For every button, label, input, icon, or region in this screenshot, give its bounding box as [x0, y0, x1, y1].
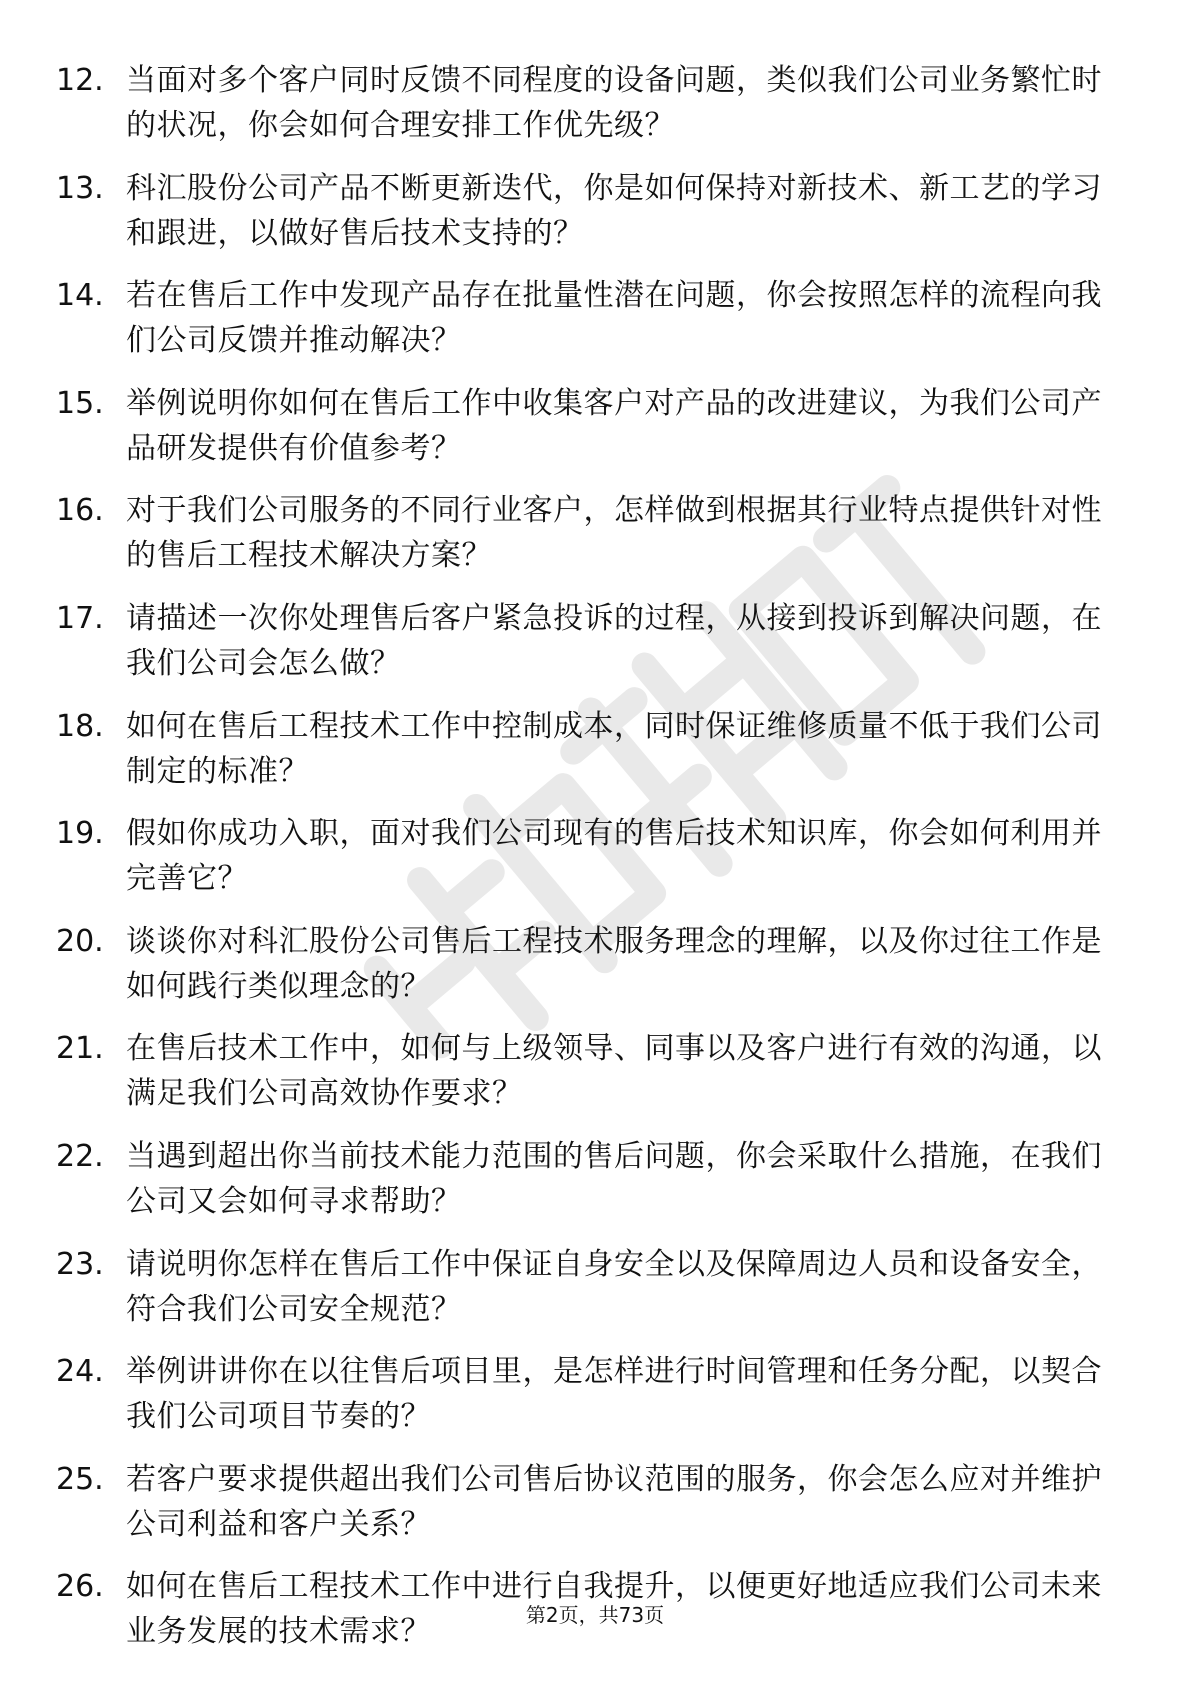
question-item: [56, 911, 1116, 1019]
question-number: 14.: [56, 278, 104, 314]
question-number: 24.: [56, 1354, 104, 1390]
question-text: 如何在售后工程技术工作中控制成本，同时保证维修质量不低于我们公司制定的标准？: [126, 708, 1102, 789]
question-text: 请描述一次你处理售后客户紧急投诉的过程，从接到投诉到解决问题，在我们公司会怎么做？: [126, 600, 1102, 681]
question-text: 若客户要求提供超出我们公司售后协议范围的服务，你会怎么应对并维护公司利益和客户关系？: [126, 1461, 1102, 1542]
question-item: [56, 1126, 1116, 1234]
question-text: 对于我们公司服务的不同行业客户，怎样做到根据其行业特点提供针对性的售后工程技术解决方案？: [126, 493, 1102, 574]
question-number: 18.: [56, 708, 104, 744]
question-number: 20.: [56, 923, 104, 959]
question-item: [56, 1449, 1116, 1557]
question-text: 请说明你怎样在售后工作中保证自身安全以及保障周边人员和设备安全，符合我们公司安全规范？: [126, 1246, 1102, 1327]
question-item: [56, 1234, 1116, 1342]
question-item: [56, 265, 1116, 373]
question-text: 科汇股份公司产品不断更新迭代，你是如何保持对新技术、新工艺的学习和跟进，以做好售后技术支持的？: [126, 170, 1102, 251]
question-item: [56, 696, 1116, 804]
question-text: 假如你成功入职，面对我们公司现有的售后技术知识库，你会如何利用并完善它？: [126, 816, 1102, 897]
question-text: 举例说明你如何在售后工作中收集客户对产品的改进建议，为我们公司产品研发提供有价值参考？: [126, 385, 1102, 466]
question-item: [56, 373, 1116, 481]
question-number: 22.: [56, 1138, 104, 1174]
question-list: [56, 50, 1116, 1664]
question-text: 如何在售后工程技术工作中进行自我提升，以便更好地适应我们公司未来业务发展的技术需求？: [126, 1569, 1102, 1650]
question-number: 21.: [56, 1031, 104, 1067]
question-item: [56, 480, 1116, 588]
question-number: 12.: [56, 63, 104, 98]
question-text: 在售后技术工作中，如何与上级领导、同事以及客户进行有效的沟通，以满足我们公司高效协作要求？: [126, 1031, 1102, 1112]
question-number: 13.: [56, 170, 104, 206]
question-item: [56, 50, 1116, 158]
question-item: [56, 588, 1116, 696]
question-item: [56, 1341, 1116, 1449]
question-number: 26.: [56, 1569, 104, 1605]
question-number: 15.: [56, 385, 104, 421]
question-number: 25.: [56, 1461, 104, 1497]
question-item: [56, 1018, 1116, 1126]
question-text: 谈谈你对科汇股份公司售后工程技术服务理念的理解，以及你过往工作是如何践行类似理念的？: [126, 923, 1102, 1004]
question-number: 23.: [56, 1246, 104, 1282]
question-number: 19.: [56, 816, 104, 852]
question-text: 举例讲讲你在以往售后项目里，是怎样进行时间管理和任务分配，以契合我们公司项目节奏的？: [126, 1354, 1102, 1435]
page-number-label: 第2页，共73页: [525, 1603, 665, 1627]
question-item: [56, 803, 1116, 911]
question-text: 当面对多个客户同时反馈不同程度的设备问题，类似我们公司业务繁忙时的状况，你会如何合理安排工作优先级？: [126, 63, 1102, 143]
question-number: 17.: [56, 600, 104, 636]
page-footer: [0, 1601, 1190, 1629]
question-text: 当遇到超出你当前技术能力范围的售后问题，你会采取什么措施，在我们公司又会如何寻求帮助？: [126, 1138, 1102, 1219]
question-text: 若在售后工作中发现产品存在批量性潜在问题，你会按照怎样的流程向我们公司反馈并推动解决？: [126, 278, 1102, 359]
question-number: 16.: [56, 493, 104, 529]
question-item: [56, 158, 1116, 266]
